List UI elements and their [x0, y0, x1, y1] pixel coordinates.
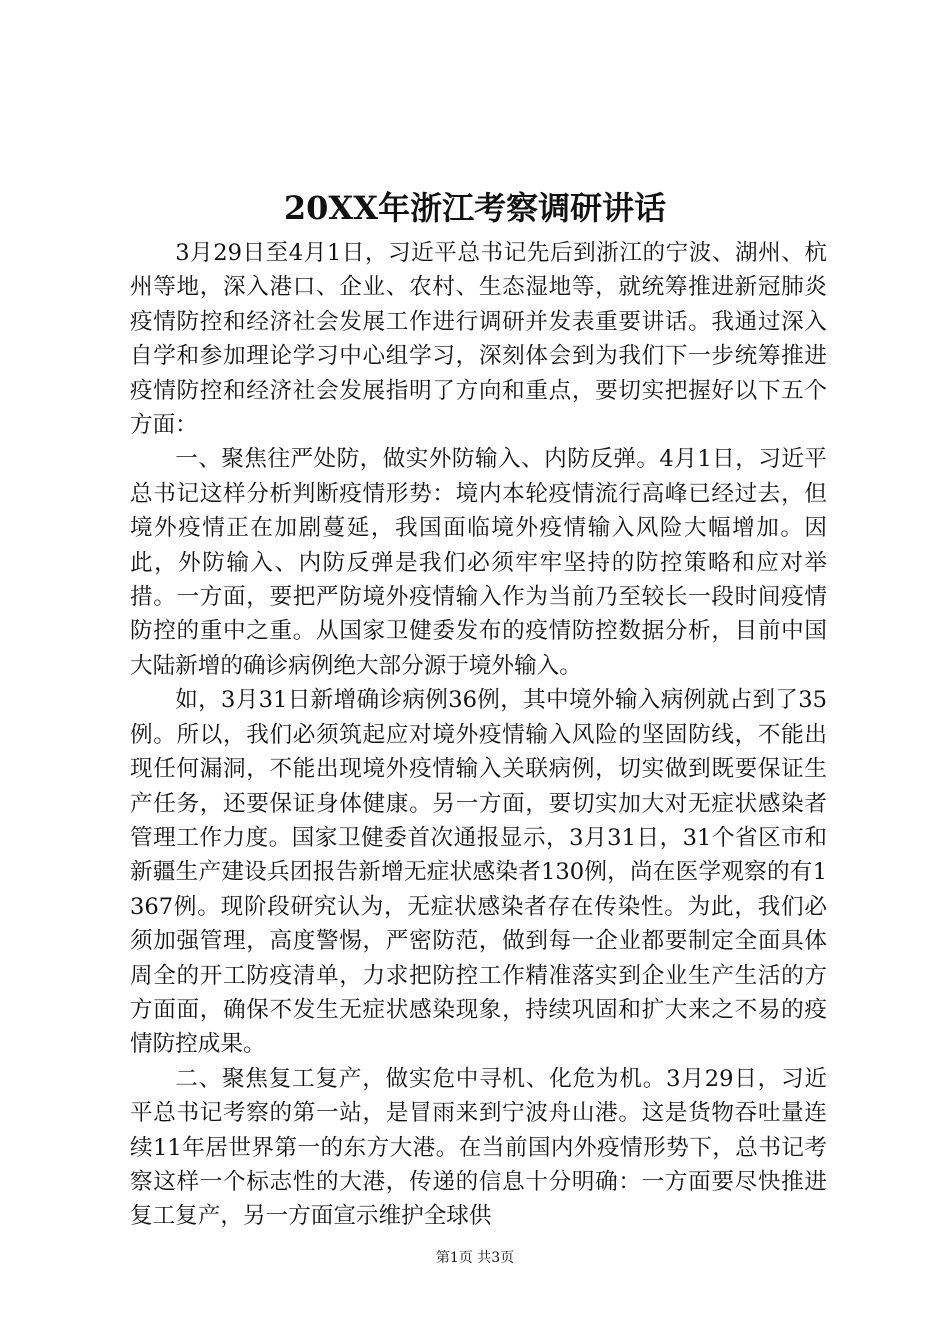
page-footer	[0, 1248, 950, 1268]
paragraph: 3月29日至4月1日，习近平总书记先后到浙江的宁波、湖州、杭州等地，深入港口、企业、农村、生态湿地等，就统筹推进新冠肺炎疫情防控和经济社会发展工作进行调研并发表重要讲话。我通过深入自学和参加理论学习中心组学习，深刻体会到为我们下一步统筹推进疫情防控和经济社会发展指明了方向和重点，要切实把握好以下五个方面：	[130, 240, 827, 439]
paragraph: 如，3月31日新增确诊病例36例，其中境外输入病例就占到了35例。所以，我们必须筑起应对境外疫情输入风险的坚固防线，不能出现任何漏洞，不能出现境外疫情输入关联病例，切实做到既要保证生产任务，还要保证身体健康。另一方面，要切实加大对无症状感染者管理工作力度。国家卫健委首次通报显示，3月31日，31个省区市和新疆生产建设兵团报告新增无症状感染者130例，尚在医学观察的有1367例。现阶段研究认为，无症状感染者存在传染性。为此，我们必须加强管理，高度警惕，严密防范，做到每一企业都要制定全面具体周全的开工防疫清单，力求把防控工作精准落实到企业生产生活的方方面面，确保不发生无症状感染现象，持续巩固和扩大来之不易的疫情防控成果。	[130, 687, 827, 1058]
document-body	[130, 236, 827, 1234]
paragraph: 二、聚焦复工复产，做实危中寻机、化危为机。3月29日，习近平总书记考察的第一站，是冒雨来到宁波舟山港。这是货物吞吐量连续11年居世界第一的东方大港。在当前国内外疫情形势下，总书记考察这样一个标志性的大港，传递的信息十分明确：一方面要尽快推进复工复产，另一方面宣示维护全球供	[130, 1065, 827, 1230]
document-title: 20XX年浙江考察调研讲话	[283, 189, 667, 227]
page-number: 第1页 共3页	[435, 1250, 515, 1266]
paragraph: 一、聚焦往严处防，做实外防输入、内防反弹。4月1日，习近平总书记这样分析判断疫情形势：境内本轮疫情流行高峰已经过去，但境外疫情正在加剧蔓延，我国面临境外疫情输入风险大幅增加。因此，外防输入、内防反弹是我们必须牢牢坚持的防控策略和应对举措。一方面，要把严防境外疫情输入作为当前乃至较长一段时间疫情防控的重中之重。从国家卫健委发布的疫情防控数据分析，目前中国大陆新增的确诊病例绝大部分源于境外输入。	[130, 446, 827, 679]
